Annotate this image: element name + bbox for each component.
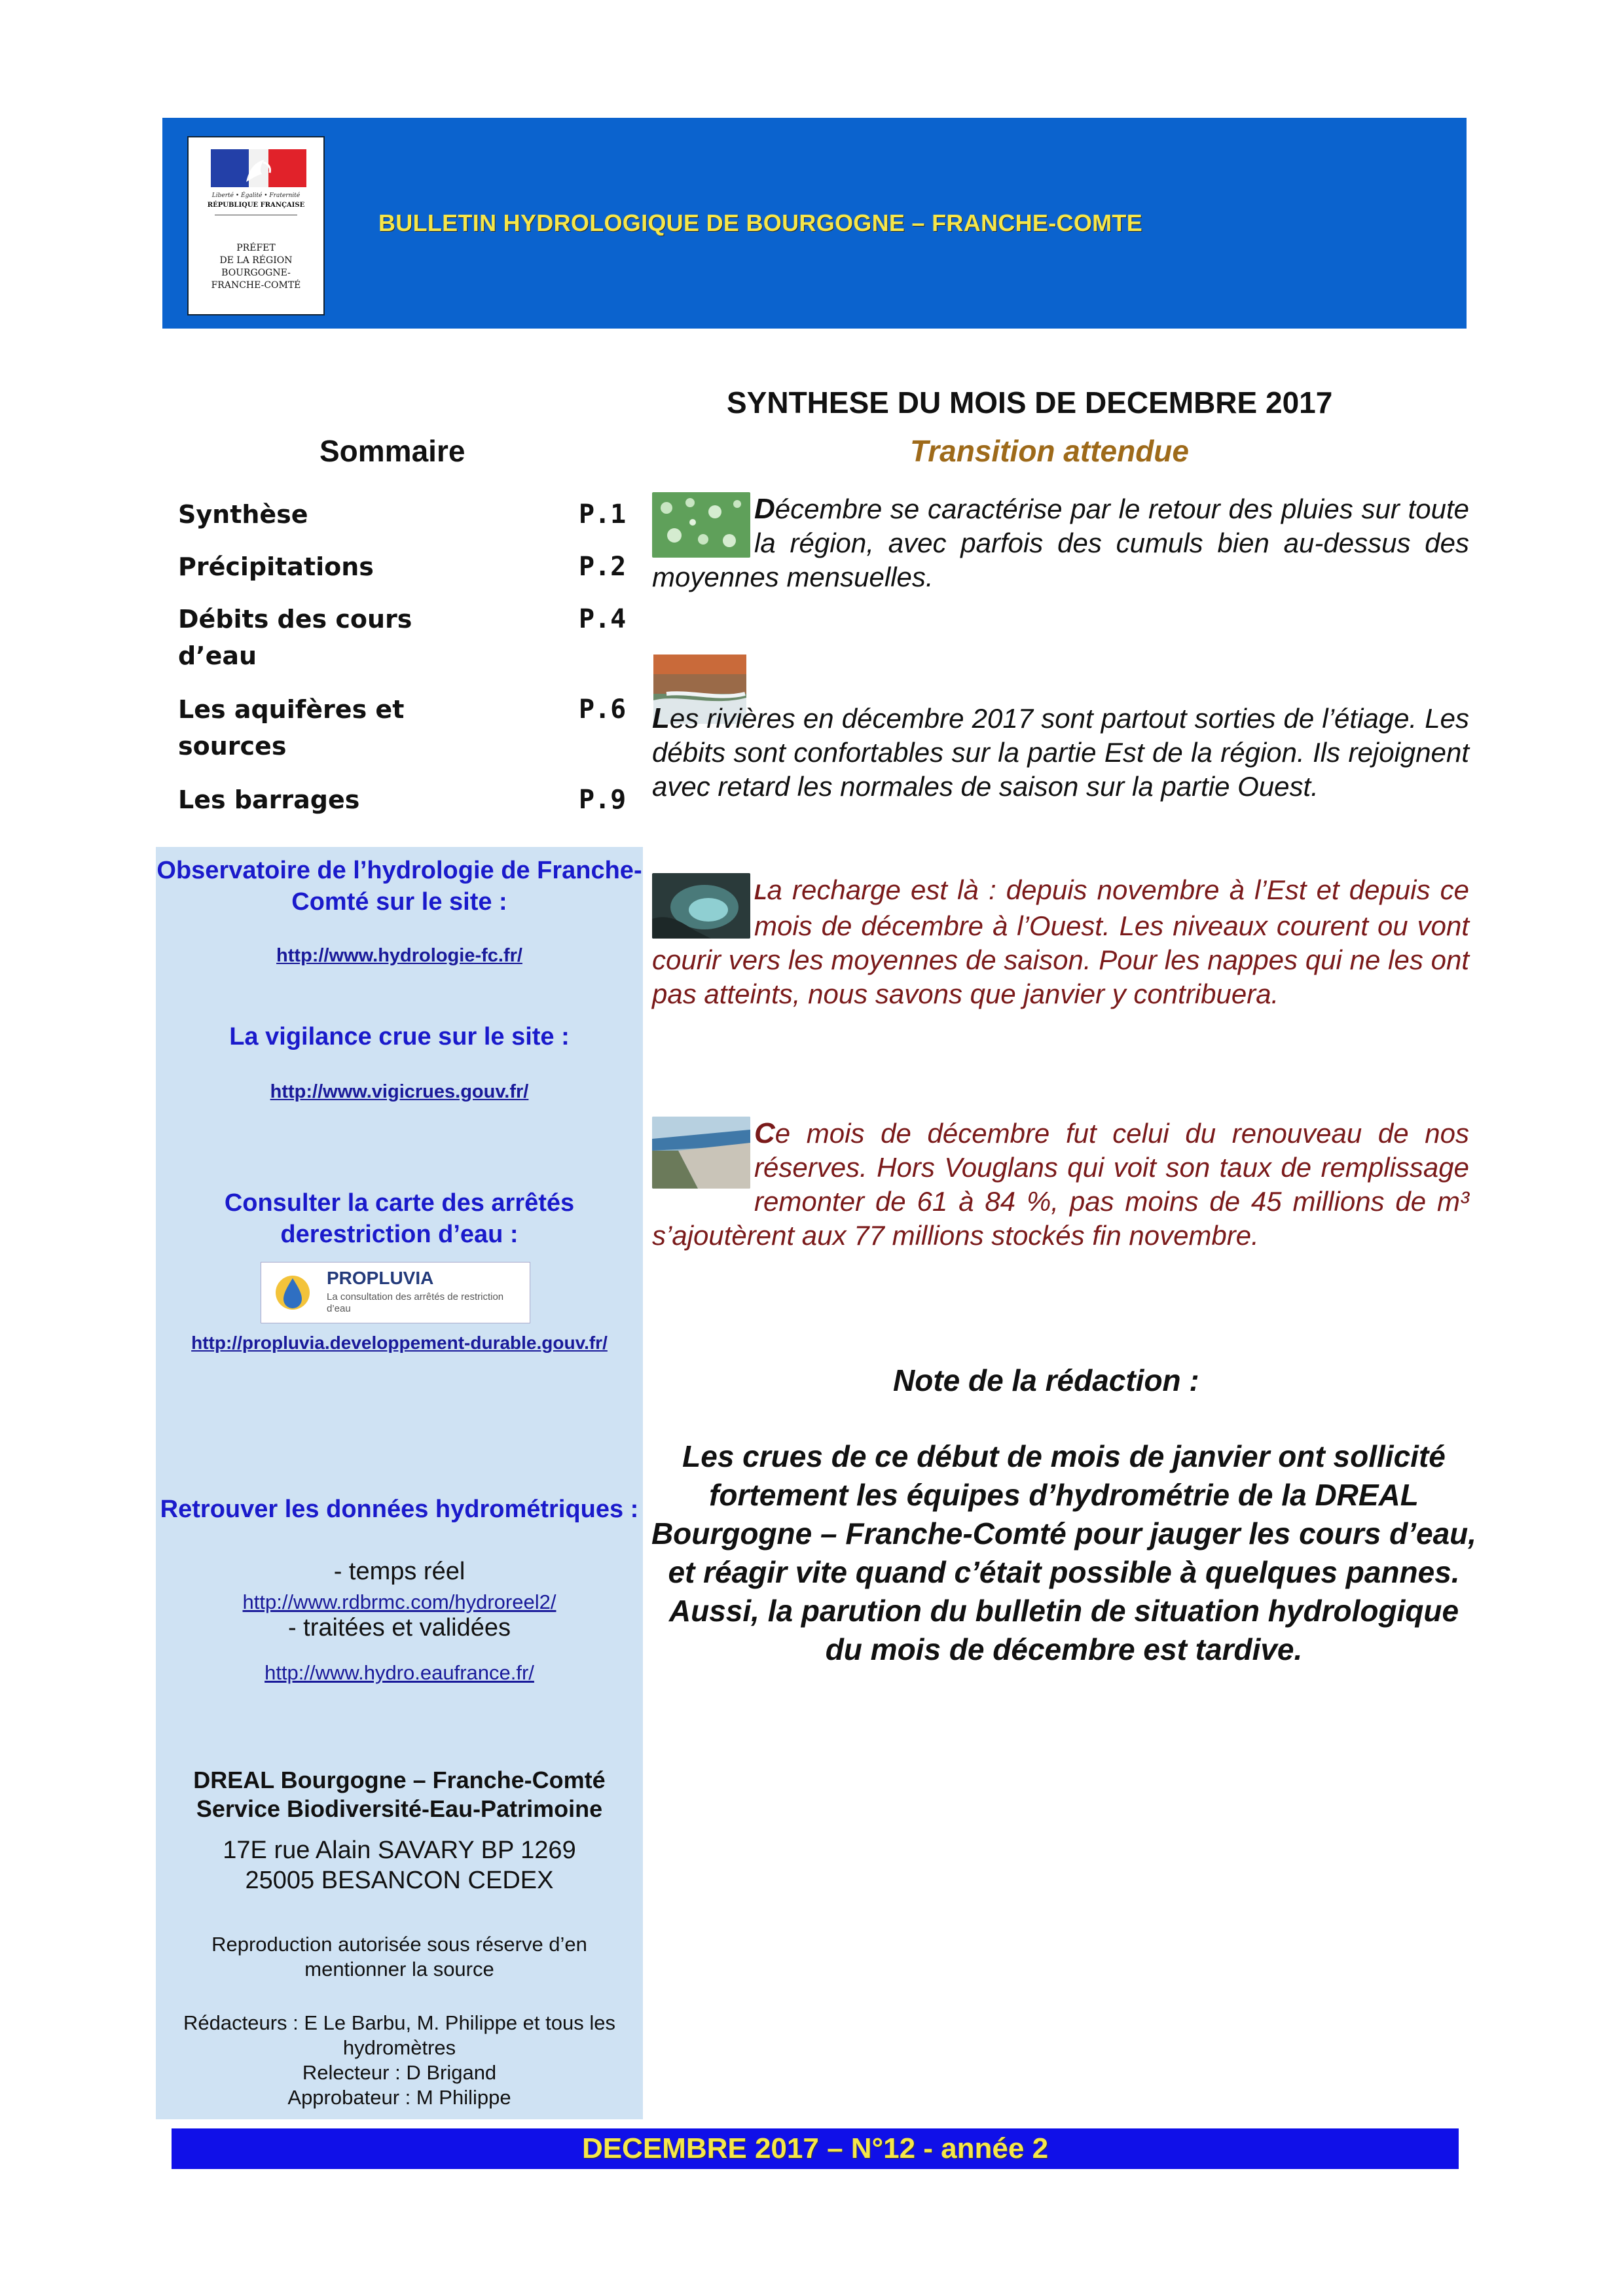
sommaire-title: Sommaire <box>319 434 465 468</box>
hydro-eaufrance-link[interactable]: http://www.hydro.eaufrance.fr/ <box>264 1661 534 1684</box>
toc-item-page: P.6 <box>579 694 627 725</box>
paragraph-text: e mois de décembre fut celui du renouveau de nos réserves. Hors Vouglans qui voit son taux de remplissage remonter de 61 à 84 %, pas moins de 45 millions de m³ s’ajoutèrent aux 77 millions stockés fin novembre. <box>652 1118 1469 1251</box>
synthese-paragraph-2 <box>652 702 1469 804</box>
toc-item-label[interactable]: Les aquifères et sources <box>178 695 405 761</box>
footer-text: DECEMBRE 2017 – N°12 - année 2 <box>581 2132 1049 2164</box>
propluvia-logo-subtitle: La consultation des arrêtés de restriction d’eau <box>327 1291 504 1314</box>
logo-republique: RÉPUBLIQUE FRANÇAISE <box>207 202 305 209</box>
relecteur: Relecteur : D Brigand <box>302 2061 497 2084</box>
note-title: Note de la rédaction : <box>893 1363 1199 1397</box>
observatoire-heading: Observatoire de l’hydrologie de Franche-Comté sur le site : <box>156 857 642 916</box>
temps-reel-label: - temps réel <box>333 1558 465 1585</box>
paragraph-text: a recharge est là : depuis novembre à l’Est et depuis ce mois de décembre à l’Ouest. Les niveaux courent ou vont courir vers les moyennes de saison. Pour les nappes qui ne les ont pas atteints, nous savons que janvier y contribuera. <box>652 874 1469 1009</box>
note-body: Les crues de ce début de mois de janvier ont sollicité fortement les équipes d’hydrométrie de la DREAL Bourgogne – Franche-Comté pour jauger les cours d’eau, et réagir vite quand c’était possible à quelques pannes. Aussi, la parution du bulletin de situation hydrologique du mois de décembre est tardive. <box>651 1439 1477 1666</box>
paragraph-text: es rivières en décembre 2017 sont partout sorties de l’étiage. Les débits sont confortables sur la partie Est de la région. Ils rejoignent avec retard les normales de saison sur la partie Ouest. <box>652 703 1469 802</box>
synthese-subtitle: Transition attendue <box>910 434 1189 468</box>
logo-motto: Liberté • Égalité • Fraternité <box>211 192 301 199</box>
toc-item-label[interactable]: Précipitations <box>178 552 374 581</box>
dropcap: L <box>652 702 670 734</box>
toc-item-page: P.4 <box>579 604 627 634</box>
synthese-paragraph-1 <box>652 492 1469 594</box>
propluvia-drop-icon <box>266 1266 319 1319</box>
arretes-heading: Consulter la carte des arrêtés derestriction d’eau : <box>224 1189 575 1248</box>
toc-item-page: P.9 <box>579 785 627 815</box>
observatoire-link[interactable]: http://www.hydrologie-fc.fr/ <box>276 945 522 966</box>
org-name: DREAL Bourgogne – Franche-Comté <box>193 1767 606 1793</box>
marianne-icon <box>234 156 280 185</box>
toc-item-page: P.2 <box>579 552 627 582</box>
info-sidebar <box>156 847 643 2119</box>
toc-item-label[interactable]: Débits des cours d’eau <box>178 605 412 670</box>
synthese-paragraph-4 <box>652 1117 1469 1253</box>
propluvia-logo-title: PROPLUVIA <box>327 1268 434 1288</box>
synthese-paragraph-3 <box>652 873 1469 1011</box>
toc-item-label[interactable]: Synthèse <box>178 500 308 529</box>
address-line-2: 25005 BESANCON CEDEX <box>245 1867 554 1894</box>
paragraph-text: écembre se caractérise par le retour des pluies sur toute la région, avec parfois des cumuls bien au-dessus des moyennes mensuelles. <box>652 493 1469 592</box>
prefet-logo <box>187 136 325 315</box>
approbateur: Approbateur : M Philippe <box>287 2086 511 2109</box>
donnees-heading: Retrouver les données hydrométriques : <box>160 1496 639 1523</box>
toc-item-page: P.1 <box>579 499 627 529</box>
org-service: Service Biodiversité-Eau-Patrimoine <box>196 1795 603 1822</box>
reproduction-notice: Reproduction autorisée sous réserve d’en mentionner la source <box>211 1933 587 1981</box>
page-title: BULLETIN HYDROLOGIQUE DE BOURGOGNE – FRANCHE-COMTE <box>378 209 1143 236</box>
dropcap: D <box>754 493 775 525</box>
bulletin-footer <box>172 2128 1459 2169</box>
logo-prefet-text: PRÉFET DE LA RÉGION BOURGOGNE- FRANCHE-COMTÉ <box>211 243 301 291</box>
raindrops-image <box>652 492 750 558</box>
vigicrues-link[interactable]: http://www.vigicrues.gouv.fr/ <box>270 1081 529 1102</box>
dropcap: C <box>754 1117 775 1149</box>
propluvia-logo[interactable] <box>261 1262 530 1323</box>
toc-item-label[interactable]: Les barrages <box>178 785 360 814</box>
bulletin-header <box>162 118 1467 329</box>
propluvia-link[interactable]: http://propluvia.developpement-durable.gouv.fr/ <box>191 1333 608 1353</box>
vigilance-heading: La vigilance crue sur le site : <box>229 1023 570 1050</box>
dam-image <box>652 1117 750 1189</box>
synthese-title: SYNTHESE DU MOIS DE DECEMBRE 2017 <box>727 386 1333 420</box>
validees-label: - traitées et validées <box>287 1614 511 1641</box>
hydroreel-link[interactable]: http://www.rdbrmc.com/hydroreel2/ <box>242 1590 556 1613</box>
dropcap: L <box>754 880 767 904</box>
cave-image <box>652 873 750 939</box>
address-line-1: 17E rue Alain SAVARY BP 1269 <box>223 1837 576 1864</box>
redacteurs: Rédacteurs : E Le Barbu, M. Philippe et tous les hydromètres <box>183 2011 615 2059</box>
